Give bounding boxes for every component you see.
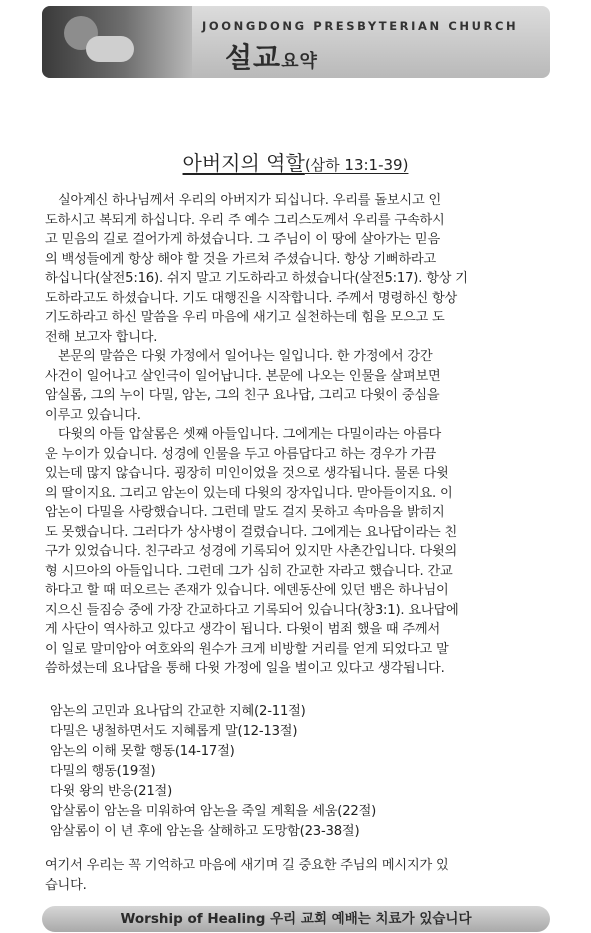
body-line: 운 누이가 있습니다. 성경에 인물을 두고 아름답다고 하는 경우가 가끔 — [45, 446, 437, 462]
series-title — [225, 36, 318, 76]
body-line: 고 믿음의 길로 걸어가게 하셨습니다. 그 주님이 이 땅에 살아가는 믿음 — [45, 232, 441, 247]
body-line: 의 딸이지요. 그리고 암논이 있는데 다윗의 장자입니다. 맏아들이지요. 이 — [45, 485, 453, 501]
body-line: 의 백성들에게 항상 해야 할 것을 가르쳐 주셨습니다. 항상 기뻐하라고 — [45, 251, 437, 267]
body-line: 구가 있었습니다. 친구라고 성경에 기록되어 있지만 사촌간입니다. 다윗의 — [45, 544, 458, 559]
outline-item: 압살롬이 암논을 미워하여 암논을 죽일 계획을 세움(22절) — [50, 804, 377, 819]
body-line: 도하시고 복되게 하십니다. 우리 주 예수 그리스도께서 우리를 구속하시 — [45, 212, 445, 228]
body-line: 이 일로 말미암아 여호와의 원수가 크게 비방할 거리를 얻게 되었다고 말 — [45, 641, 449, 657]
series-title-main: 설교 — [225, 41, 282, 74]
outline-item: 다밀의 행동(19절) — [50, 764, 156, 779]
body-line: 본문의 말씀은 다윗 가정에서 일어나는 일입니다. 한 가정에서 강간 — [45, 349, 433, 364]
body-line: 암실롬, 그의 누이 다밀, 암논, 그의 친구 요나답, 그리고 다윗이 중심을 — [45, 388, 440, 403]
body-line: 형 시므아의 아들입니다. 그런데 그가 심히 간교한 자라고 했습니다. 간교 — [45, 563, 453, 579]
sermon-title-main: 아버지의 역할 — [182, 151, 305, 175]
sermon-title — [0, 147, 591, 176]
body-line: 씀하셨는데 요나답을 통해 다윗 가정에 일을 벌이고 있다고 생각됩니다. — [45, 661, 445, 676]
praying-person-photo — [42, 6, 192, 78]
body-line: 암논이 다밀을 사랑했습니다. 그런데 말도 걸지 못하고 속마음을 밝히지 — [45, 505, 445, 520]
scripture-reference: (삼하 13:1-39) — [304, 156, 409, 174]
outline-item: 암논의 고민과 요나답의 간교한 지혜(2-11절) — [50, 704, 306, 719]
footer-banner: Worship of Healing 우리 교회 예배는 치료가 있습니다 — [42, 906, 550, 932]
body-line: 지으신 들짐승 중에 가장 간교하다고 기록되어 있습니다(창3:1). 요나답에 — [45, 602, 459, 618]
body-line: 하십니다(살전5:16). 쉬지 말고 기도하라고 하셨습니다(살전5:17). 항상 기 — [45, 271, 468, 286]
sermon-body — [45, 191, 553, 679]
series-title-small: 요약 — [281, 51, 318, 72]
closing-paragraph — [45, 856, 553, 895]
body-line: 전해 보고자 합니다. — [45, 329, 158, 345]
closing-line: 습니다. — [45, 877, 87, 893]
outline-item: 다밀은 냉철하면서도 지혜롭게 말(12-13절) — [50, 724, 298, 739]
body-line: 사건이 일어나고 살인극이 일어납니다. 본문에 나오는 인물을 살펴보면 — [45, 368, 441, 384]
body-line: 도하라고도 하셨습니다. 기도 대행진을 시작합니다. 주께서 명령하신 항상 — [45, 290, 458, 306]
outline-item: 암살롬이 이 년 후에 암논을 살해하고 도망함(23-38절) — [50, 824, 360, 839]
sermon-outline — [50, 702, 530, 842]
body-line: 도 못했습니다. 그러다가 상사병이 걸렸습니다. 그에게는 요나답이라는 친 — [45, 524, 458, 540]
body-line: 있는데 많지 않습니다. 굉장히 미인이었을 것으로 생각됩니다. 물론 다윗 — [45, 466, 449, 481]
photo-hands-shape — [86, 36, 134, 62]
body-line: 게 사단이 역사하고 있다고 생각이 됩니다. 다윗이 범죄 했을 때 주께서 — [45, 622, 441, 637]
closing-line: 여기서 우리는 꼭 기억하고 마음에 새기며 길 중요한 주님의 메시지가 있 — [45, 858, 449, 873]
church-name: JOONGDONG PRESBYTERIAN CHURCH — [202, 19, 519, 33]
body-line: 이루고 있습니다. — [45, 407, 141, 423]
body-line: 다윗의 아들 압살롬은 셋째 아들입니다. 그에게는 다밀이라는 아름다 — [45, 427, 442, 442]
outline-item: 암논의 이해 못할 행동(14-17절) — [50, 744, 235, 759]
body-line: 실아계신 하나님께서 우리의 아버지가 되십니다. 우리를 돌보시고 인 — [45, 193, 442, 208]
outline-item: 다윗 왕의 반응(21절) — [50, 784, 173, 799]
body-line: 하다고 할 때 떠오르는 존재가 있습니다. 에덴동산에 있던 뱀은 하나님이 — [45, 583, 449, 598]
header-banner — [42, 6, 550, 78]
body-line: 기도하라고 하신 말씀을 우리 마음에 새기고 실천하는데 힘을 모으고 도 — [45, 310, 445, 325]
